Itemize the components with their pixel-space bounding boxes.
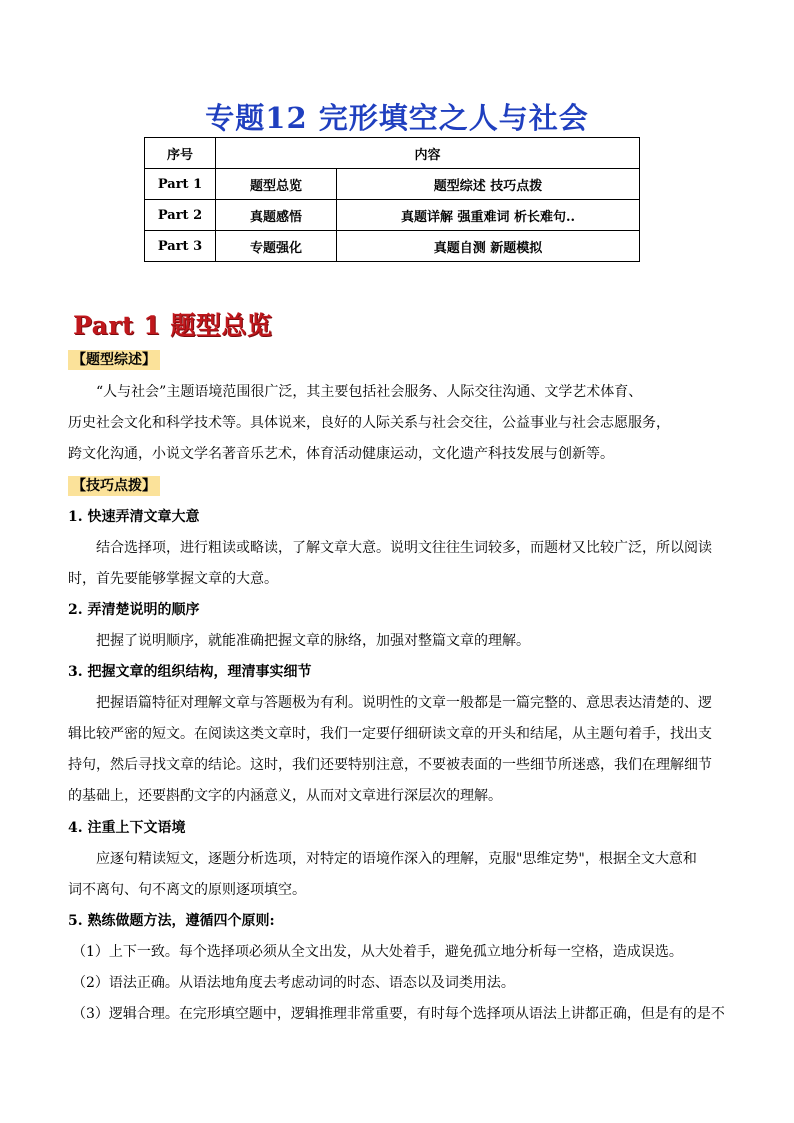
overview-line: 跨文化沟通，小说文学名著音乐艺术，体育活动健康运动，文化遗产科技发展与创新等。	[68, 446, 614, 462]
tips-label: 【技巧点拨】	[68, 476, 160, 496]
row-part: Part 1	[145, 169, 216, 200]
table-header-row	[145, 138, 640, 169]
header-cell-number: 序号	[145, 138, 216, 169]
tip-heading: 4. 注重上下文语境	[68, 820, 186, 836]
row-part: Part 3	[145, 231, 216, 262]
row-content: 真题详解 强重难词 析长难句..	[337, 200, 640, 231]
principle-line: （1）上下一致。每个选择项必须从全文出发，从大处着手，避免孤立地分析每一空格，造成误选。	[72, 944, 683, 960]
table-row	[145, 200, 640, 231]
principle-line: （3）逻辑合理。在完形填空题中，逻辑推理非常重要，有时每个选择项从语法上讲都正确，但是有的是不	[72, 1006, 725, 1022]
tip-heading: 1. 快速弄清文章大意	[68, 509, 200, 525]
row-content: 题型综述 技巧点拨	[337, 169, 640, 200]
header-cell-content: 内容	[216, 138, 640, 169]
row-content: 真题自测 新题模拟	[337, 231, 640, 262]
row-name: 真题感悟	[216, 200, 337, 231]
tip-text: 的基础上，还要斟酌文字的内涵意义，从而对文章进行深层次的理解。	[68, 788, 502, 804]
tip-text: 辑比较严密的短文。在阅读这类文章时，我们一定要仔细研读文章的开头和结尾，从主题句着手，找出支	[68, 726, 712, 742]
row-name: 专题强化	[216, 231, 337, 262]
row-part: Part 2	[145, 200, 216, 231]
tip-text: 应逐句精读短文，逐题分析选项，对特定的语境作深入的理解，克服"思维定势"，根据全文大意和	[96, 851, 697, 867]
tip-text: 把握了说明顺序，就能准确把握文章的脉络，加强对整篇文章的理解。	[96, 633, 530, 649]
tip-text: 时，首先要能够掌握文章的大意。	[68, 571, 278, 587]
tip-heading: 2. 弄清楚说明的顺序	[68, 602, 200, 618]
overview-label: 【题型综述】	[68, 350, 160, 370]
page-title: 专题12 完形填空之人与社会	[205, 101, 589, 135]
tip-text: 持句，然后寻找文章的结论。这时，我们还要特别注意，不要被表面的一些细节所迷惑，我们在理解细节	[68, 757, 712, 773]
row-name: 题型总览	[216, 169, 337, 200]
tip-text: 把握语篇特征对理解文章与答题极为有利。说明性的文章一般都是一篇完整的、意思表达清楚的、逻	[96, 695, 712, 711]
table-row	[145, 169, 640, 200]
overview-line: 历史社会文化和科学技术等。具体说来，良好的人际关系与社会交往，公益事业与社会志愿服务，	[68, 415, 670, 431]
part1-heading: Part 1 题型总览	[73, 311, 273, 340]
tip-heading: 3. 把握文章的组织结构，理清事实细节	[68, 664, 312, 680]
overview-line: “人与社会”主题语境范围很广泛，其主要包括社会服务、人际交往沟通、文学艺术体育、	[96, 384, 643, 400]
tip-text: 结合选择项，进行粗读或略读，了解文章大意。说明文往往生词较多，而题材又比较广泛，所以阅读	[96, 540, 712, 556]
principle-line: （2）语法正确。从语法地角度去考虑动词的时态、语态以及词类用法。	[72, 975, 515, 991]
table-row	[145, 231, 640, 262]
contents-table	[144, 137, 640, 262]
tip-heading: 5. 熟练做题方法，遵循四个原则:	[68, 913, 275, 929]
tip-text: 词不离句、句不离文的原则逐项填空。	[68, 882, 306, 898]
